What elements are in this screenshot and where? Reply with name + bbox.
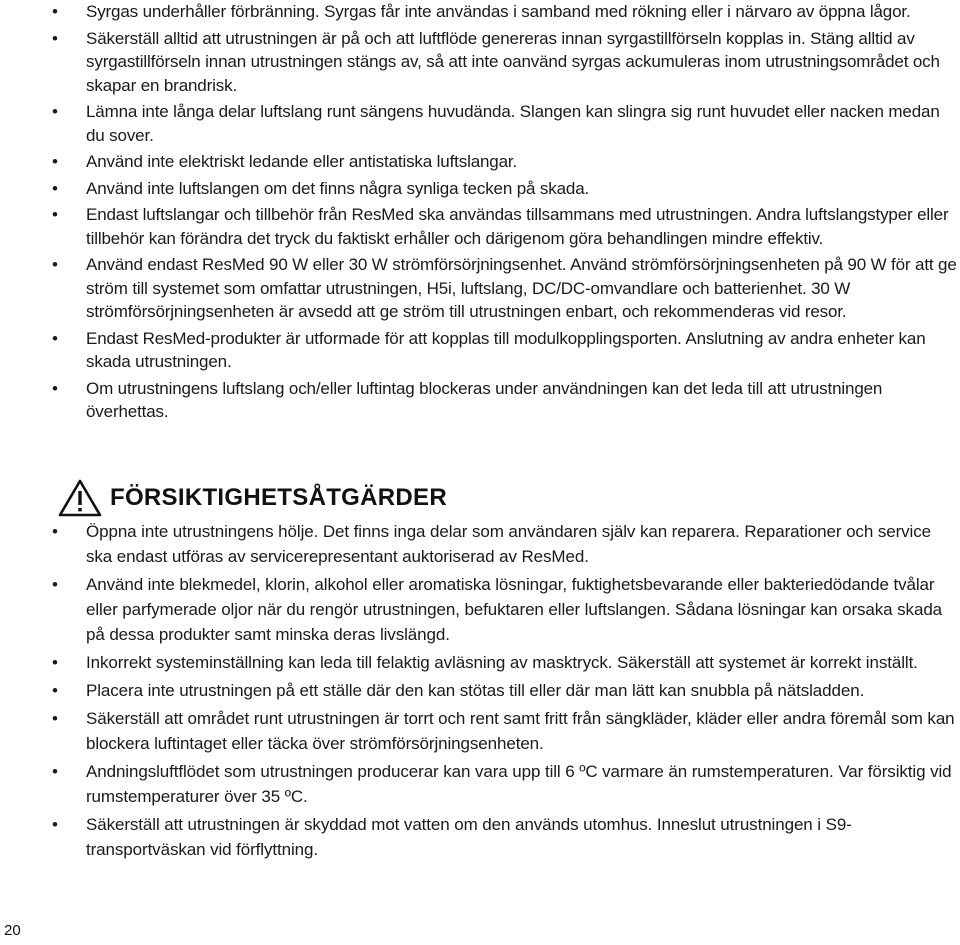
- list-item: [46, 177, 960, 201]
- bullet-icon: •: [52, 709, 58, 728]
- list-item: [46, 150, 960, 174]
- page-number: 20: [4, 922, 21, 939]
- caution-heading: [58, 480, 447, 516]
- caution-text: Andningsluftflödet som utrustningen producerar kan vara upp till 6 ºC varmare än rumstemperaturen. Var försiktig vid rumstemperaturer över 35 ºC.: [86, 762, 952, 806]
- bullet-icon: •: [52, 28, 58, 48]
- list-item: [46, 377, 960, 424]
- warning-text: Säkerställ alltid att utrustningen är på och att luftflöde genereras innan syrgastillförseln kopplas in. Stäng alltid av syrgastillförseln innan utrustningen stängs av, så att inte oanvänd syrgas ackumuleras inom utrustningsområdet och skapar en brandrisk.: [86, 28, 940, 95]
- warning-list: [46, 0, 960, 427]
- bullet-icon: •: [52, 762, 58, 781]
- list-item: [46, 253, 960, 324]
- list-item: [46, 0, 960, 24]
- caution-text: Säkerställ att området runt utrustningen är torrt och rent samt fritt från sängkläder, kläder eller andra föremål som kan blockera luftintaget eller täcka över strömförsörjningsenheten.: [86, 709, 955, 753]
- warning-text: Endast luftslangar och tillbehör från ResMed ska användas tillsammans med utrustningen. Andra luftslangstyper eller tillbehör kan förändra det tryck du faktiskt erhåller och därigenom göra behandlingen mindre effektiv.: [86, 205, 949, 248]
- list-item: [46, 203, 960, 250]
- bullet-icon: •: [52, 102, 58, 121]
- warning-text: Syrgas underhåller förbränning. Syrgas får inte användas i samband med rökning eller i närvaro av öppna lågor.: [86, 2, 911, 21]
- warning-text: Använd inte elektriskt ledande eller antistatiska luftslangar.: [86, 152, 518, 171]
- list-item: [46, 759, 960, 809]
- bullet-icon: •: [52, 378, 58, 398]
- list-item: [46, 327, 960, 374]
- caution-heading-text: FÖRSIKTIGHETSÅTGÄRDER: [110, 484, 447, 511]
- list-item: [46, 650, 960, 675]
- caution-text: Säkerställ att utrustningen är skyddad mot vatten om den används utomhus. Inneslut utrustningen i S9-transportväskan vid förflyttning.: [86, 815, 852, 859]
- bullet-icon: •: [52, 2, 58, 21]
- warning-text: Endast ResMed-produkter är utformade för att kopplas till modulkopplingsporten. Anslutning av andra enheter kan skada utrustningen.: [86, 328, 926, 371]
- warning-text: Om utrustningens luftslang och/eller luftintag blockeras under användningen kan det leda till att utrustningen överhettas.: [86, 378, 883, 421]
- warning-triangle-icon: [58, 479, 102, 517]
- list-item: [46, 519, 960, 569]
- bullet-icon: •: [52, 205, 58, 224]
- caution-text: Inkorrekt systeminställning kan leda till felaktig avläsning av masktryck. Säkerställ att systemet är korrekt inställt.: [86, 653, 918, 672]
- warning-text: Lämna inte långa delar luftslang runt sängens huvudända. Slangen kan slingra sig runt huvudet eller nacken medan du sover.: [86, 102, 940, 145]
- caution-text: Placera inte utrustningen på ett ställe där den kan stötas till eller där man lätt kan snubbla på nätsladden.: [86, 681, 865, 700]
- bullet-icon: •: [52, 255, 58, 274]
- bullet-icon: •: [52, 178, 58, 198]
- bullet-icon: •: [52, 653, 58, 672]
- list-item: [46, 678, 960, 703]
- list-item: [46, 27, 960, 98]
- warning-text: Använd inte luftslangen om det finns några synliga tecken på skada.: [86, 178, 590, 198]
- caution-list: [46, 519, 960, 865]
- bullet-icon: •: [52, 815, 58, 834]
- list-item: [46, 706, 960, 756]
- list-item: [46, 100, 960, 147]
- caution-text: Använd inte blekmedel, klorin, alkohol eller aromatiska lösningar, fuktighetsbevarande eller bakteriedödande tvålar eller parfymerade oljor när du rengör utrustningen, befuktaren eller luftslangen. Sådana lösningar kan orsaka skada på dessa produkter samt minska deras livslängd.: [86, 575, 943, 644]
- warning-text: Använd endast ResMed 90 W eller 30 W strömförsörjningsenhet. Använd strömförsörjningsenheten på 90 W för att ge ström till systemet som omfattar utrustningen, H5i, luftslang, DC/DC-omvandlare och batterienhet. 30 W strömförsörjningsenheten är avsedd att ge ström till utrustningen enbart, och rekommenderas vid resor.: [86, 255, 957, 321]
- bullet-icon: •: [52, 575, 58, 594]
- bullet-icon: •: [52, 681, 58, 700]
- bullet-icon: •: [52, 152, 58, 171]
- caution-text: Öppna inte utrustningens hölje. Det finns inga delar som användaren själv kan reparera. Reparationer och service ska endast utföras av servicerepresentant auktoriserad av ResMed.: [86, 522, 931, 566]
- list-item: [46, 812, 960, 862]
- bullet-icon: •: [52, 522, 58, 541]
- bullet-icon: •: [52, 328, 58, 348]
- list-item: [46, 572, 960, 647]
